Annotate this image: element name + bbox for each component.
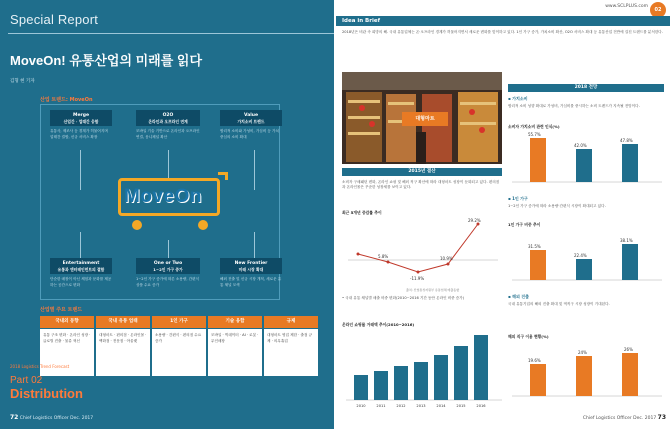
box-newfrontier-subtitle: 미래 시장 확대 (220, 266, 282, 274)
photo-label: 대형마트 (402, 112, 448, 126)
bar (474, 335, 488, 400)
author: 김형 현 기자 (10, 79, 35, 84)
idea-in-brief: Idea in Brief (342, 18, 380, 24)
box-merge-subtitle: 산업간 · 업태간 융합 (50, 118, 112, 126)
mid-text: • 국내 유통 채널별 매출 비중 변화(2010~2016 기간 동안 온라인 비중 증가) (342, 296, 465, 300)
connector (254, 232, 255, 258)
left-footer (10, 414, 93, 421)
table-header: 국내외 동향 (40, 316, 94, 328)
table-cell: 소용량 · 간편식 · 편의점 수요 증가 (152, 329, 206, 376)
box-entertainment-body: 단순한 매장이 아닌 체험과 문화를 제공하는 공간으로 변화 (50, 277, 112, 287)
item-heading: ▪ 가치소비 (508, 96, 528, 101)
page-title: MoveOn! 유통산업의 미래를 읽다 (10, 53, 203, 68)
box-merge-body: 유통사, 제조사 등 경계가 허물어지며 업태간 결합, 신규 서비스 확장 (50, 129, 108, 139)
box-merge-title: Merge (50, 110, 112, 122)
right-footer (583, 414, 666, 421)
box-oneortwo-title: One or Two (136, 258, 200, 270)
forecast-label: 2018 Logistics Trend Forecast (10, 364, 70, 369)
chart-title: 최근 5개년 증감률 추이 (342, 210, 382, 215)
item-text: 합리적 소비 성향 확대로 가성비, 가심비를 중시하는 소비 트렌드가 지속될 전망이다. (508, 104, 640, 108)
chart-data-label: 22.4% (574, 253, 587, 258)
table-header: 국내 유통 업태 (96, 316, 150, 328)
box-value-body: 합리적 소비와 가성비, 가심비 등 가치 중심의 소비 확대 (220, 129, 279, 139)
header-bar (336, 16, 670, 26)
single-household-chart (512, 228, 662, 288)
connector (80, 150, 81, 190)
chart-data-label: 38.1% (620, 238, 633, 243)
box-oneortwo-subtitle: 1~2인 가구 증가 (136, 266, 200, 274)
box-newfrontier-body: 해외 진출 및 신규 시장 개척, 새로운 유통 채널 모색 (220, 277, 282, 287)
table-cell: 유통 구조 변화 · 온라인 성장 · 글로벌 진출 · 물류 혁신 (40, 329, 94, 376)
page-number: 72 (10, 414, 19, 421)
connector (168, 150, 169, 178)
diagram-label: 산업 트렌드: MoveOn (40, 97, 93, 103)
footer-text: Chief Logistics Officer Dec. 2017 (582, 416, 657, 421)
connector (168, 240, 169, 258)
item-text: 국내 유통기업의 해외 진출 확대 및 역직구 시장 성장이 기대된다. (508, 302, 610, 306)
part-label: Part 02 (10, 375, 43, 386)
box-o2o-subtitle: 온라인과 오프라인 연계 (136, 118, 200, 126)
moveon-cart-logo (118, 178, 228, 234)
x-tick: 2011 (376, 404, 386, 408)
page-number: 73 (657, 414, 666, 421)
table-cell: 대형마트 · 편의점 · 온라인몰 · 백화점 · 전문점 · 아울렛 (96, 329, 150, 376)
chart-title: 해외 직구 이용 현황(%) (508, 334, 549, 339)
table-cell: 대형마트 영업 제한 · 출점 규제 · 의무휴업 (264, 329, 318, 376)
divider (8, 33, 334, 34)
moveon-logo-text: MoveOn (124, 186, 202, 207)
section-text: 소비자 구매패턴 변화, 온라인 쇼핑 및 해외 직구 확산에 따라 대형마트 성장이 둔화되고 있다. 편의점과 온라인몰은 꾸준한 성장세를 보이고 있다. (342, 180, 500, 189)
bar (354, 375, 368, 400)
cart-handle (218, 172, 228, 180)
bar (454, 346, 468, 400)
table-header: 기술 융합 (208, 316, 262, 328)
x-tick: 2012 (396, 404, 406, 408)
box-o2o-title: O2O (136, 110, 200, 122)
table-label: 산업별 주요 트렌드 (40, 307, 83, 313)
site-url: www.SCLPLUS.com (605, 4, 648, 9)
connector (254, 150, 255, 190)
chart-data-label: 5.8% (378, 254, 389, 259)
online-sales-bar-chart (346, 330, 502, 410)
bar (414, 362, 428, 400)
left-page (0, 0, 334, 429)
item-heading: ▪ 1인 가구 (508, 196, 528, 201)
x-tick: 2016 (476, 404, 486, 408)
box-value-title: Value (220, 110, 282, 122)
footer-text: Chief Logistics Officer Dec. 2017 (19, 416, 94, 421)
x-tick: 2014 (436, 404, 446, 408)
bar (434, 355, 448, 400)
chart-data-label: 24% (578, 350, 587, 355)
section-header: 2018 전망 (508, 84, 664, 92)
overseas-purchase-chart (512, 340, 662, 402)
connector (80, 232, 81, 258)
section-header: 2015년 결산 (342, 168, 502, 176)
supermarket-photo (342, 72, 502, 164)
bar (374, 371, 388, 400)
bar (394, 366, 408, 400)
chart-data-label: 55.7% (528, 132, 541, 137)
x-tick: 2015 (456, 404, 466, 408)
chart-data-label: 29.2% (468, 218, 481, 223)
section-title: Special Report (10, 12, 99, 27)
box-entertainment-title: Entertainment (50, 258, 112, 270)
chart-data-label: 31.5% (528, 244, 541, 249)
box-oneortwo-body: 1~2인 가구 증가에 따른 소용량, 간편식 상품 수요 증가 (136, 277, 200, 287)
table-header: 규제 (264, 316, 318, 328)
x-tick: 2010 (356, 404, 366, 408)
growth-line-chart (348, 216, 498, 282)
chart-source: 출처: 산업통상자원부 유통업체 매출동향 (406, 288, 460, 292)
page-badge: 02 (650, 2, 666, 18)
chart-data-label: 47.8% (620, 138, 633, 143)
table-header: 1인 가구 (152, 316, 206, 328)
chart-data-label: 19.6% (528, 358, 541, 363)
chart-title: 온라인 쇼핑몰 거래액 추이(2010~2016) (342, 322, 415, 327)
chart-data-label: 26% (624, 347, 633, 352)
right-page (336, 0, 670, 429)
item-text: 1~2인 가구 증가에 따라 소용량·간편식 시장이 확대되고 있다. (508, 204, 606, 208)
distribution-label: Distribution (10, 386, 83, 401)
box-newfrontier-title: New Frontier (220, 258, 282, 270)
value-consumption-chart (512, 130, 662, 190)
item-heading: ▪ 해외 진출 (508, 294, 529, 299)
cart-wheel (132, 220, 142, 230)
cart-wheel (198, 220, 208, 230)
intro-text: 2018년은 비관 속 희망의 해. 국내 유통업체는 온·오프라인 경계가 허물어지면서 새로운 변화를 맞이하고 있다. 1인 가구 증가, 가치소비 확산, O2O 서비스 확대 등 유통산업 전반에 걸친 트렌드를 분석한다. (342, 30, 663, 34)
box-value-subtitle: 가치소비 트렌드 (220, 118, 282, 126)
chart-title: 1인 가구 비중 추이 (508, 222, 541, 227)
chart-title: 소비자 가치소비 관련 인식(%) (508, 124, 560, 129)
table-cell: 모바일 · 빅데이터 · AI · 로봇 · 무인매장 (208, 329, 262, 376)
chart-data-label: 42.0% (574, 143, 587, 148)
x-tick: 2013 (416, 404, 426, 408)
box-entertainment-subtitle: 유통과 엔터테인먼트의 결합 (50, 266, 112, 274)
box-o2o-body: 모바일 기술 기반으로 온라인과 오프라인 연결, 옴니채널 확산 (136, 129, 200, 139)
chart-data-label: 10.9% (440, 256, 453, 261)
chart-data-label: -11.9% (410, 276, 425, 281)
